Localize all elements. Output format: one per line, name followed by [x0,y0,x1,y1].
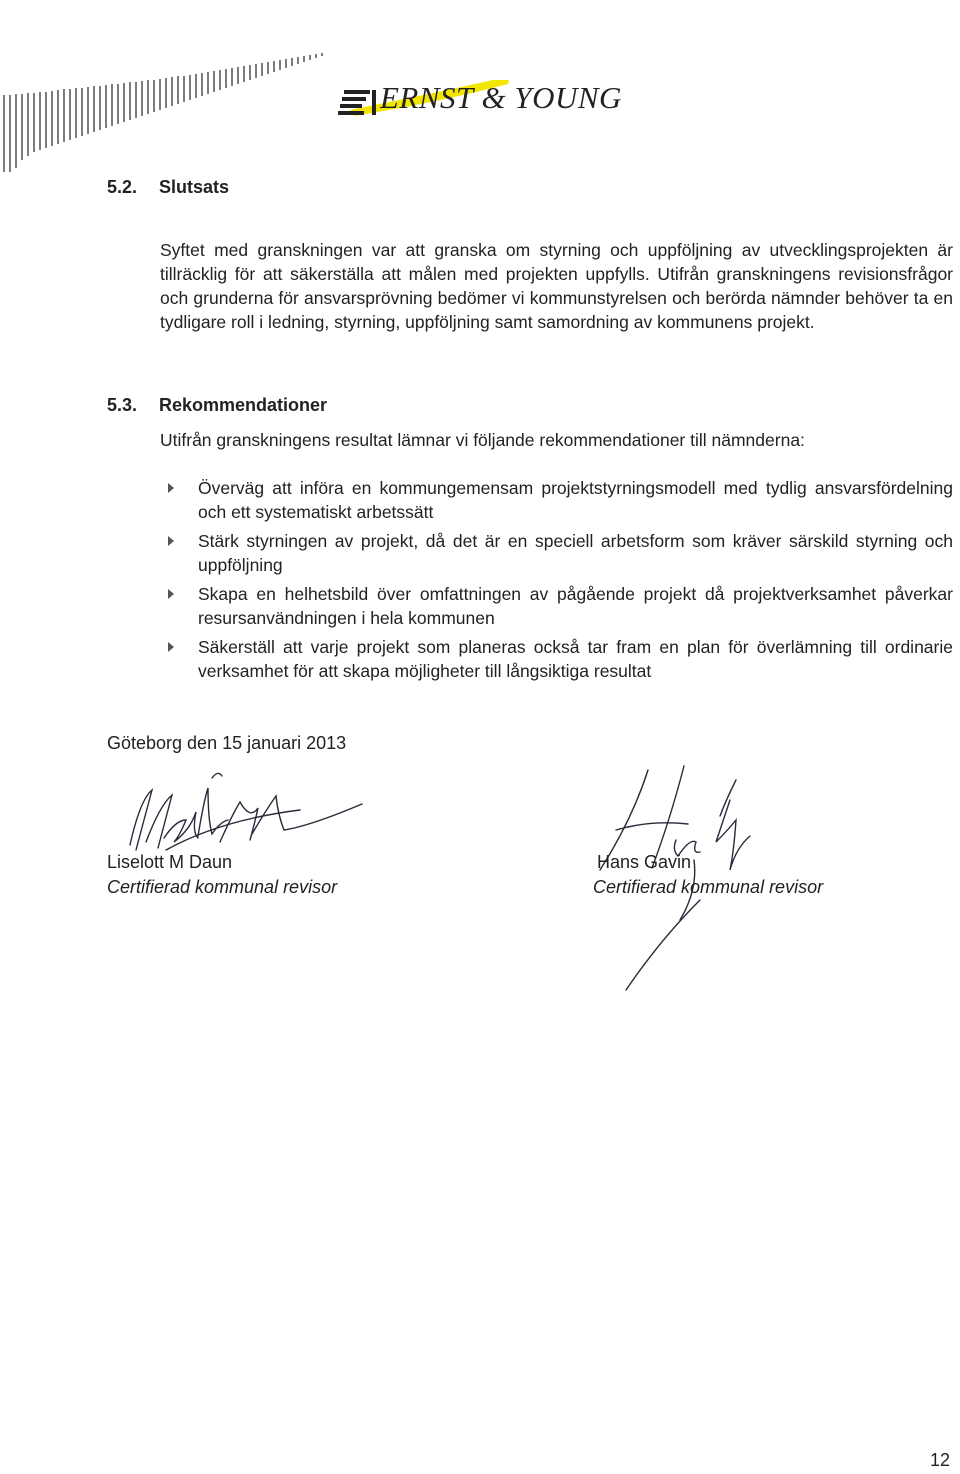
recommendation-text: Överväg att införa en kommungemensam projektstyrningsmodell med tydlig ansvarsfördelning och ett systematiskt arbetssätt [198,478,953,522]
bullet-triangle-icon [168,483,174,493]
signer-title-1: Certifierad kommunal revisor [107,877,338,897]
conclusions-paragraph: Syftet med granskningen var att granska om styrning och uppföljning av utvecklingsprojekten är tillräcklig för att säkerställa att målen med projekten uppfylls. Utifrån granskningens revisionsfrågor och grunderna för ansvarsprövning bedömer vi kommunstyrelsen och berörda nämnder behöver ta en tydligare roll i ledning, styrning, uppföljning samt samordning av kommunens projekt. [160,240,953,332]
signer-name-2: Hans Gavin [597,852,692,872]
signature-liselott-daun [100,760,380,860]
bullet-triangle-icon [168,536,174,546]
logo-wordmark: ERNST & YOUNG [380,80,622,115]
page-number: 12 [930,1450,951,1470]
section-heading-conclusions [107,177,229,198]
section-heading-recommendations [107,395,327,416]
list-item [160,635,953,683]
signer-name-1: Liselott M Daun [107,852,233,872]
recommendation-text: Stärk styrningen av projekt, då det är en speciell arbetsform som kräver särskild styrning och uppföljning [198,531,953,575]
recommendations-list [160,476,953,688]
bullet-triangle-icon [168,589,174,599]
bullet-triangle-icon [168,642,174,652]
place-date: Göteborg den 15 januari 2013 [107,733,347,753]
header-barcode-graphic [0,0,360,180]
section-number: 5.2. [107,177,138,197]
recommendation-text: Skapa en helhetsbild över omfattningen av pågående projekt då projektverksamhet påverkar resursanvändningen i hela kommunen [198,584,953,628]
list-item [160,582,953,630]
list-item [160,476,953,524]
section-title: Rekommendationer [159,395,328,415]
list-item [160,529,953,577]
section-number: 5.3. [107,395,138,415]
recommendation-text: Säkerställ att varje projekt som planeras också tar fram en plan för överlämning till ordinarie verksamhet för att skapa möjligheter till långsiktiga resultat [198,637,953,681]
recommendations-intro: Utifrån granskningens resultat lämnar vi följande rekommendationer till nämnderna: [160,430,805,450]
section-title: Slutsats [159,177,230,197]
signer-title-2: Certifierad kommunal revisor [593,877,824,897]
